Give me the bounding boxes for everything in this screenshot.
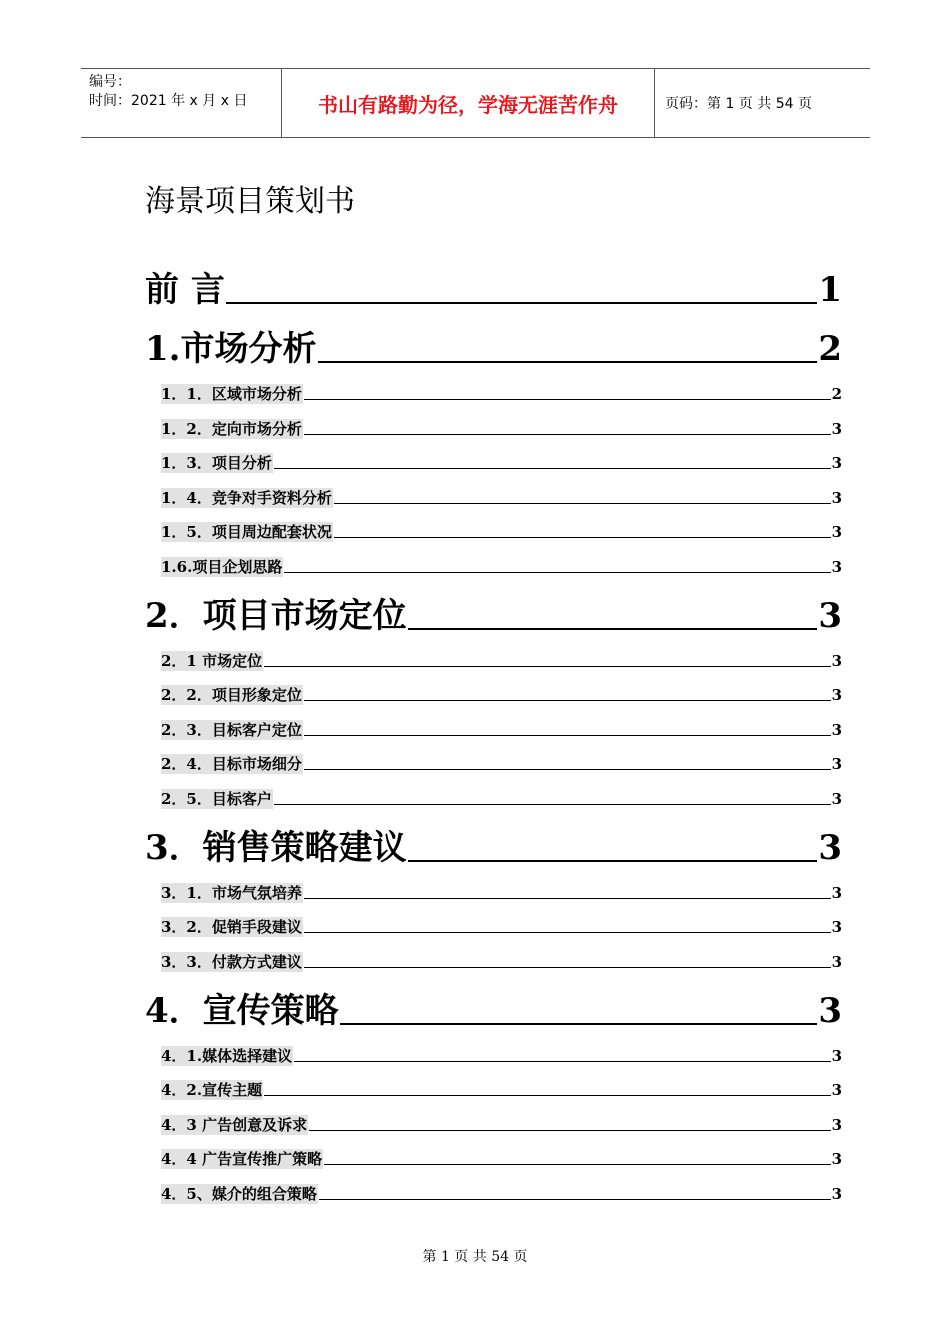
toc-entry-2-4[interactable] (161, 752, 842, 774)
document-title: 海景项目策划书 (145, 184, 355, 219)
toc-page-number: 3 (831, 1185, 842, 1203)
toc-page-number: 3 (831, 686, 842, 704)
toc-entry-2-2[interactable] (161, 683, 842, 705)
toc-page-number: 3 (831, 953, 842, 971)
toc-label: 1．5．项目周边配套状况 (161, 523, 332, 541)
toc-page-number: 3 (831, 1150, 842, 1168)
toc-leader (304, 735, 831, 736)
toc-entry-4-2[interactable] (161, 1078, 842, 1100)
toc-page-number: 3 (831, 652, 842, 670)
toc-label: 前 言 (145, 270, 225, 310)
toc-label: 1．4．竞争对手资料分析 (161, 489, 332, 507)
toc-label: 2．2．项目形象定位 (161, 686, 302, 704)
toc-entry-section-4[interactable] (145, 987, 842, 1031)
toc-entry-4-1[interactable] (161, 1044, 842, 1066)
toc-leader (408, 628, 818, 630)
toc-entry-3-3[interactable] (161, 950, 842, 972)
toc-label: 3．1．市场气氛培养 (161, 884, 302, 902)
header-motto: 书山有路勤为径，学海无涯苦作舟 (318, 92, 618, 117)
toc-leader (319, 1199, 831, 1200)
toc-page-number: 3 (831, 523, 842, 541)
toc-label: 3．2．促销手段建议 (161, 918, 302, 936)
toc-page-number: 3 (831, 755, 842, 773)
toc-leader (304, 434, 831, 435)
toc-page-number: 3 (831, 790, 842, 808)
toc-label: 1.6.项目企划思路 (161, 558, 283, 576)
toc-page-number: 3 (831, 489, 842, 507)
toc-label: 4．宣传策略 (145, 991, 339, 1031)
toc-label: 3．销售策略建议 (145, 828, 407, 868)
toc-leader (304, 932, 831, 933)
toc-page-number: 3 (831, 454, 842, 472)
toc-leader (324, 1164, 830, 1165)
toc-label: 2．1 市场定位 (161, 652, 263, 670)
toc-page-number: 3 (818, 828, 842, 868)
toc-leader (226, 302, 817, 304)
toc-page-number: 1 (818, 270, 842, 310)
toc-leader (294, 1061, 830, 1062)
toc-page-number: 3 (831, 1116, 842, 1134)
toc-leader (264, 1095, 830, 1096)
header-time: 时间：2021 年 x 月 x 日 (89, 93, 248, 109)
toc-entry-1-2[interactable] (161, 417, 842, 439)
toc-entry-section-3[interactable] (145, 824, 842, 868)
toc-label: 2．项目市场定位 (145, 596, 407, 636)
toc-page-number: 3 (831, 420, 842, 438)
toc-entry-4-5[interactable] (161, 1182, 842, 1204)
header-number-label: 编号： (89, 74, 131, 90)
toc-entry-preface[interactable] (145, 266, 842, 310)
toc-leader (334, 503, 831, 504)
toc-label: 4．2.宣传主题 (161, 1081, 263, 1099)
toc-entry-4-3[interactable] (161, 1113, 842, 1135)
toc-label: 1．1．区域市场分析 (161, 385, 302, 403)
toc-entry-1-1[interactable] (161, 382, 842, 404)
toc-leader (274, 468, 831, 469)
toc-label: 4．1.媒体选择建议 (161, 1047, 293, 1065)
toc-entry-3-1[interactable] (161, 881, 842, 903)
toc-label: 2．5．目标客户 (161, 790, 272, 808)
toc-page-number: 3 (818, 991, 842, 1031)
toc-label: 1.市场分析 (145, 329, 317, 369)
toc-leader (274, 804, 831, 805)
toc-entry-4-4[interactable] (161, 1147, 842, 1169)
toc-entry-2-5[interactable] (161, 787, 842, 809)
toc-page-number: 3 (831, 918, 842, 936)
toc-leader (408, 860, 818, 862)
toc-label: 3．3．付款方式建议 (161, 953, 302, 971)
header-motto-cell (282, 69, 655, 137)
toc-label: 2．3．目标客户定位 (161, 721, 302, 739)
toc-label: 4．4 广告宣传推广策略 (161, 1150, 323, 1168)
toc-label: 4．3 广告创意及诉求 (161, 1116, 308, 1134)
toc-entry-1-6[interactable] (161, 555, 842, 577)
toc-leader (318, 361, 818, 363)
toc-page-number: 3 (818, 596, 842, 636)
toc-entry-section-1[interactable] (145, 325, 842, 369)
toc-entry-1-3[interactable] (161, 451, 842, 473)
toc-entry-2-1[interactable] (161, 649, 842, 671)
toc-page-number: 3 (831, 558, 842, 576)
toc-leader (284, 572, 830, 573)
toc-leader (309, 1130, 830, 1131)
toc-label: 2．4．目标市场细分 (161, 755, 302, 773)
document-header (81, 68, 870, 138)
toc-page-number: 3 (831, 721, 842, 739)
toc-leader (304, 700, 831, 701)
toc-leader (304, 769, 831, 770)
toc-entry-3-2[interactable] (161, 915, 842, 937)
toc-label: 4．5、媒介的组合策略 (161, 1185, 317, 1203)
toc-entry-1-4[interactable] (161, 486, 842, 508)
toc-label: 1．2．定向市场分析 (161, 420, 302, 438)
toc-page-number: 3 (831, 884, 842, 902)
toc-leader (340, 1023, 818, 1025)
toc-leader (264, 666, 830, 667)
toc-page-number: 3 (831, 1047, 842, 1065)
toc-entry-section-2[interactable] (145, 592, 842, 636)
toc-entry-1-5[interactable] (161, 520, 842, 542)
toc-leader (304, 399, 831, 400)
toc-leader (304, 898, 831, 899)
header-meta (81, 69, 282, 137)
header-page-info: 页码：第 1 页 共 54 页 (665, 96, 812, 112)
toc-page-number: 2 (831, 385, 842, 403)
toc-page-number: 3 (831, 1081, 842, 1099)
toc-leader (304, 967, 831, 968)
page-footer: 第 1 页 共 54 页 (422, 1249, 528, 1265)
toc-label: 1．3．项目分析 (161, 454, 272, 472)
toc-leader (334, 537, 831, 538)
toc-page-number: 2 (818, 329, 842, 369)
toc-entry-2-3[interactable] (161, 718, 842, 740)
